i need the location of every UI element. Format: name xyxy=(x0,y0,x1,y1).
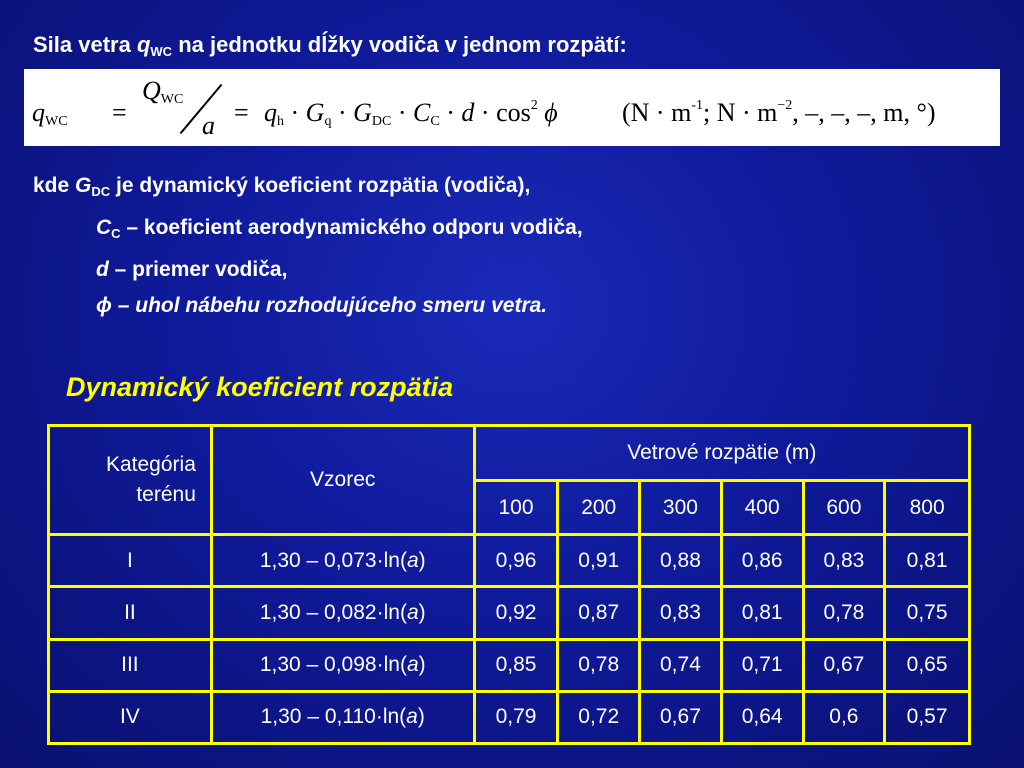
table-cell: 0,83 xyxy=(640,587,722,639)
definition-phi: ϕ – uhol nábehu rozhodujúceho smeru vetra. xyxy=(96,294,548,317)
table-cell: 0,78 xyxy=(558,639,640,691)
formula-eq1: = xyxy=(112,98,127,127)
definitions xyxy=(33,168,583,324)
span-header: 600 xyxy=(803,481,885,535)
table-cell: 0,92 xyxy=(474,587,558,639)
row-category: II xyxy=(49,587,212,639)
table-cell: 0,81 xyxy=(885,535,970,587)
table-row xyxy=(49,691,970,743)
formula-units: ($N \cdot m^{-1}$; $N \cdot m^{-2}$, –, –, –, m, °) xyxy=(622,98,936,127)
heading-symbol: q xyxy=(136,32,151,57)
table-cell: 0,81 xyxy=(721,587,803,639)
table-cell: 0,65 xyxy=(885,639,970,691)
table-cell: 0,78 xyxy=(803,587,885,639)
row-formula: 1,30 – 0,073·ln(a) xyxy=(211,535,474,587)
row-category: IV xyxy=(49,691,212,743)
heading-rest: na jednotku dĺžky vodiča v jednom rozpätí: xyxy=(172,32,627,57)
span-header: 800 xyxy=(885,481,970,535)
fraction-slash xyxy=(180,84,223,134)
table-cell: 0,91 xyxy=(558,535,640,587)
definition-gdc: kde $G_{DC}$ je dynamický koeficient rozpätia (vodiča), xyxy=(33,174,531,199)
table-cell: 0,74 xyxy=(640,639,722,691)
formula-numerator: $Q_{WC}$ xyxy=(142,76,184,107)
formula-denominator: a xyxy=(202,111,215,140)
table-cell: 0,85 xyxy=(474,639,558,691)
table-cell: 0,88 xyxy=(640,535,722,587)
table-cell: 0,57 xyxy=(885,691,970,743)
table-cell: 0,83 xyxy=(803,535,885,587)
row-category: I xyxy=(49,535,212,587)
span-header: 200 xyxy=(558,481,640,535)
table-cell: 0,75 xyxy=(885,587,970,639)
heading-prefix: Sila vetra xyxy=(33,32,137,57)
row-category: III xyxy=(49,639,212,691)
header-span: Vetrové rozpätie (m) xyxy=(474,426,969,481)
row-formula: 1,30 – 0,098·ln(a) xyxy=(211,639,474,691)
formula-eq2: = xyxy=(234,98,249,127)
formula-rhs: $q_h \cdot G_q \cdot G_{DC} \cdot C_C \cdot d \cdot \cos^2 \phi$ xyxy=(264,98,558,129)
row-formula: 1,30 – 0,082·ln(a) xyxy=(211,587,474,639)
heading xyxy=(33,32,627,59)
definition-cc: $C_C$ – koeficient aerodynamického odporu vodiča, xyxy=(96,216,583,241)
formula-lhs: $q_{WC}$ xyxy=(32,98,68,129)
table-cell: 0,96 xyxy=(474,535,558,587)
table-cell: 0,87 xyxy=(558,587,640,639)
span-header: 400 xyxy=(721,481,803,535)
span-header: 300 xyxy=(640,481,722,535)
formula-box xyxy=(24,69,1000,146)
table-cell: 0,71 xyxy=(721,639,803,691)
heading-symbol-sub: WC xyxy=(150,44,173,59)
table-cell: 0,72 xyxy=(558,691,640,743)
table-cell: 0,6 xyxy=(803,691,885,743)
table-cell: 0,64 xyxy=(721,691,803,743)
table-cell: 0,67 xyxy=(640,691,722,743)
table-cell: 0,67 xyxy=(803,639,885,691)
table-row xyxy=(49,587,970,639)
table-row xyxy=(49,535,970,587)
header-formula: Vzorec xyxy=(211,426,474,535)
table-title: Dynamický koeficient rozpätia xyxy=(66,372,454,402)
header-terrain: Kategória terénu xyxy=(49,426,212,535)
table-row xyxy=(49,639,970,691)
coefficient-table xyxy=(47,424,971,745)
row-formula: 1,30 – 0,110·ln(a) xyxy=(211,691,474,743)
table-cell: 0,79 xyxy=(474,691,558,743)
definition-d: d – priemer vodiča, xyxy=(96,258,288,281)
table-cell: 0,86 xyxy=(721,535,803,587)
span-header: 100 xyxy=(474,481,558,535)
